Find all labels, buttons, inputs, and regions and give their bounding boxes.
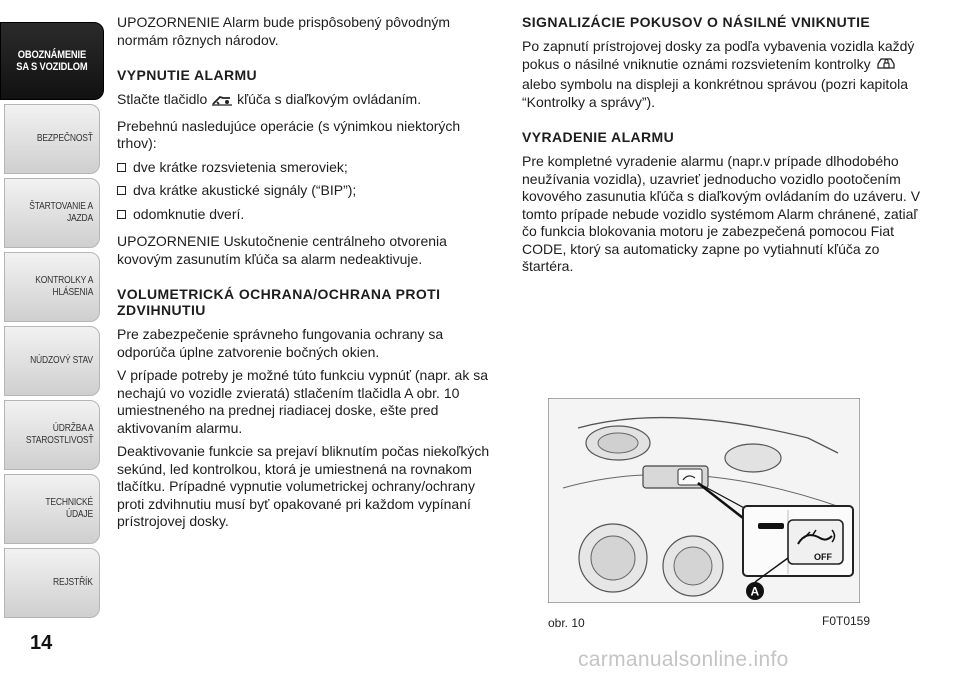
tab-label: KONTROLKY A HLÁSENIA [35, 275, 93, 298]
list-item [117, 206, 495, 224]
tab-startovanie[interactable] [4, 178, 100, 248]
chapter-sidebar [0, 0, 104, 678]
tab-technicke-udaje[interactable] [4, 474, 100, 544]
list-item-text: odomknutie dverí. [133, 205, 245, 222]
off-button-label: OFF [814, 552, 832, 562]
warning-paragraph: UPOZORNENIE Alarm bude prispôsobený pôvodným normám rôznych národov. [117, 14, 451, 48]
list-item-text: dva krátke akustické signály (“BIP”); [133, 182, 357, 198]
figure-code: F0T0159 [822, 614, 871, 628]
text-fragment: Stlačte tlačidlo [117, 91, 208, 107]
left-column [117, 14, 495, 537]
text-fragment: alebo symbolu na displeji a konkrétnou správou (pozri kapitola “Kontrolky a správy”). [522, 76, 908, 110]
list-item [117, 159, 495, 177]
paragraph-operations: Prebehnú nasledujúce operácie (s výnimkou niektorých trhov): [117, 117, 461, 151]
tab-rejstrik[interactable] [4, 548, 100, 618]
figure-caption: obr. 10 [548, 616, 585, 630]
paragraph-deactivation: Deaktivovanie funkcie sa prejaví bliknutím počas niekoľkých sekúnd, led kontrolkou, ktorá je umiestnená na rovnakom tlačítku. Prípadné vypnutie volumetrickej ochrany/ochrany proti zdvihnutiu musí byť opakované pri každom vypínaní prístrojovej dosky. [117, 443, 490, 529]
paragraph-windows: Pre zabezpečenie správneho fungovania ochrany sa odporúča úplne zatvorenie bočných okien. [117, 326, 444, 360]
figure-10-illustration [548, 398, 860, 603]
tab-kontrolky[interactable] [4, 252, 100, 322]
tab-label: ÚDRŽBA A STAROSTLIVOSŤ [25, 423, 93, 446]
right-column [522, 14, 922, 282]
tab-nudzovy-stav[interactable] [4, 326, 100, 396]
paragraph-disable-function: V prípade potreby je možné túto funkciu vypnúť (napr. ak sa nechajú vo vozidle zvieratá) stlačením tlačidla A obr. 10 umiestneného na prednej riadiacej doske, ešte pred aktivovaním alarmu. [117, 367, 489, 436]
tab-label: OBOZNÁMENIE SA S VOZIDLOM [16, 49, 88, 73]
marker-a: A [750, 584, 760, 599]
tab-udrzba[interactable] [4, 400, 100, 470]
heading-volumetricka-ochrana: VOLUMETRICKÁ OCHRANA/OCHRANA PROTI ZDVIHNUTIU [117, 286, 441, 318]
bullet-box-icon [117, 210, 126, 219]
tab-label: TECHNICKÉ ÚDAJE [45, 497, 93, 520]
tab-bezpecnost[interactable] [4, 104, 100, 174]
heading-vyradenie-alarmu: VYRADENIE ALARMU [522, 129, 675, 145]
tab-label: REJSTŘÍK [53, 577, 93, 588]
paragraph-complete-disable: Pre kompletné vyradenie alarmu (napr.v prípade dlhodobého neužívania vozidla), uzavrieť jednoducho vozidlo pootočením kovového zasunutia kľúča s diaľkovým ovládaním do uzáveru. V tomto prípade nebude vozidlo systémom Alarm chránené, zatiaľ čo funkcia blokovania motoru je zabezpečená pomocou Fiat CODE, ktorý sa automaticky zapne po vytiahnutí kľúča zo štartéra. [522, 153, 921, 274]
tab-label: ŠTARTOVANIE A JAZDA [29, 201, 93, 224]
heading-signalizacie: SIGNALIZÁCIE POKUSOV O NÁSILNÉ VNIKNUTIE [522, 14, 871, 30]
bullet-box-icon [117, 163, 126, 172]
warning-central-locking: UPOZORNENIE Uskutočnenie centrálneho otvorenia kovovým zasunutím kľúča sa alarm nedeaktivuje. [117, 233, 447, 267]
operations-list [117, 159, 495, 224]
tab-label: BEZPEČNOSŤ [37, 133, 93, 144]
text-fragment: kľúča s diaľkovým ovládaním. [237, 91, 422, 107]
list-item [117, 182, 495, 200]
page-number: 14 [30, 632, 53, 654]
text-fragment: Po zapnutí prístrojovej dosky za podľa vybavenia vozidla každý pokus o násilné vniknutie oznámi rozsvietením kontrolky [522, 38, 915, 72]
bullet-box-icon [117, 186, 126, 195]
watermark-text: carmanualsonline.info [578, 648, 789, 671]
paragraph-press-button [117, 91, 495, 112]
tab-label: NÚDZOVÝ STAV [30, 355, 93, 366]
list-item-text: dve krátke rozsvietenia smeroviek; [133, 158, 348, 175]
car-alarm-icon [875, 56, 897, 77]
heading-vypnutie-alarmu: VYPNUTIE ALARMU [117, 67, 258, 83]
tab-oboznamenie[interactable] [0, 22, 104, 100]
unlock-key-icon [211, 93, 233, 112]
paragraph-intrusion [522, 38, 922, 111]
